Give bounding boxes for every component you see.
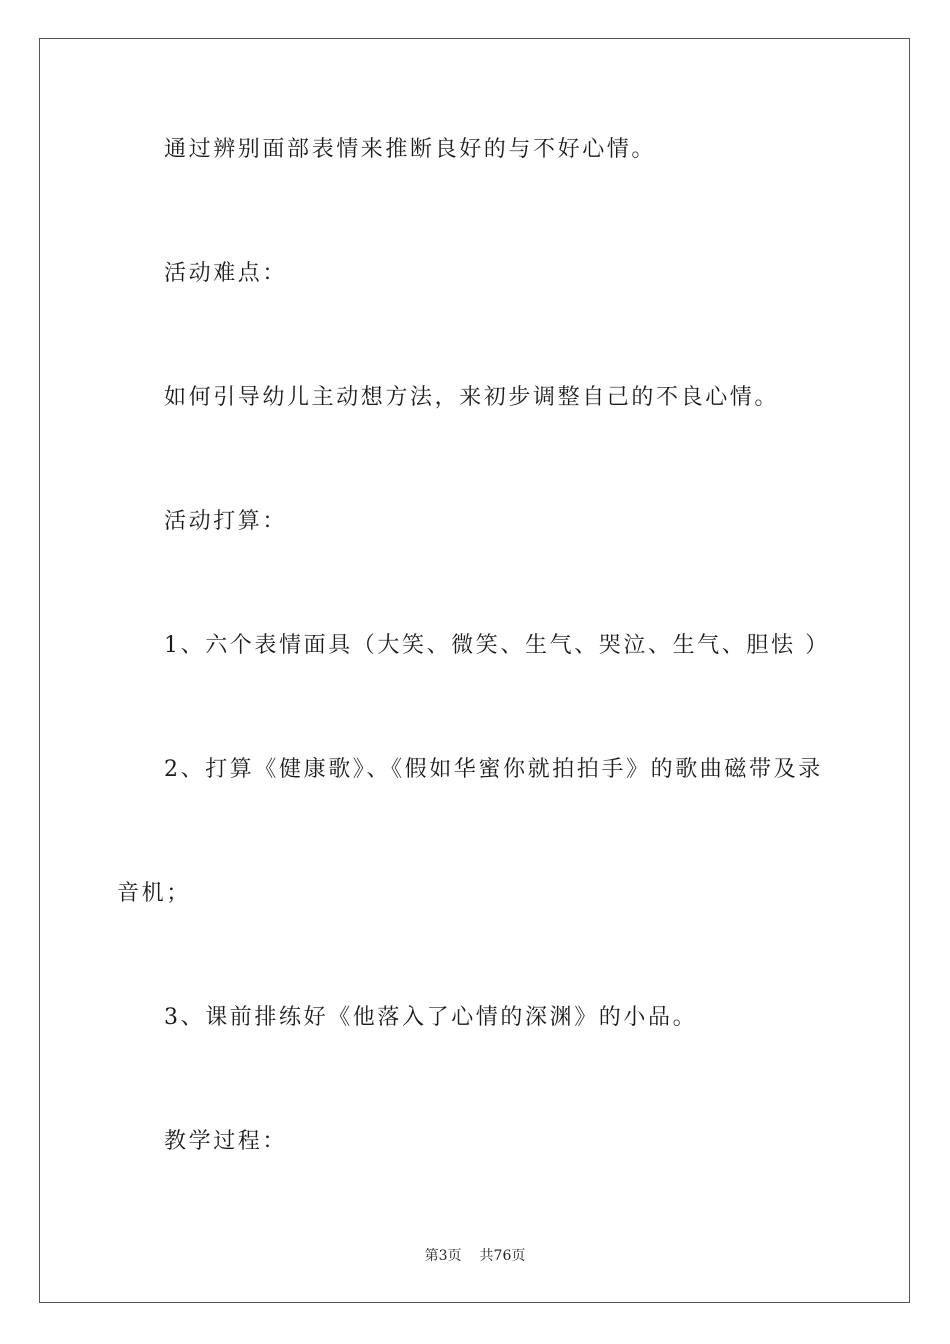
paragraph-line: 如何引导幼儿主动想方法，来初步调整自己的不良心情。 (164, 385, 780, 410)
section-heading-difficulty: 活动难点： (164, 261, 288, 286)
page-total: 共76页 (479, 1248, 526, 1264)
section-heading-preparation: 活动打算： (164, 509, 288, 534)
page-footer (0, 1246, 950, 1266)
list-item-2: 2、打算《健康歌》、《假如华蜜你就拍拍手》的歌曲磁带及录 (164, 757, 823, 782)
list-item-1: 1、六个表情面具（大笑、微笑、生气、哭泣、生气、胆怯 ） (164, 633, 830, 658)
list-item-3: 3、课前排练好《他落入了心情的深渊》的小品。 (164, 1005, 698, 1030)
page-frame (39, 38, 910, 1303)
page-number: 第3页 (424, 1248, 462, 1264)
section-heading-process: 教学过程： (164, 1129, 288, 1154)
paragraph-line: 通过辨别面部表情来推断良好的与不好心情。 (164, 137, 657, 162)
list-item-2-continuation: 音机； (117, 881, 191, 906)
